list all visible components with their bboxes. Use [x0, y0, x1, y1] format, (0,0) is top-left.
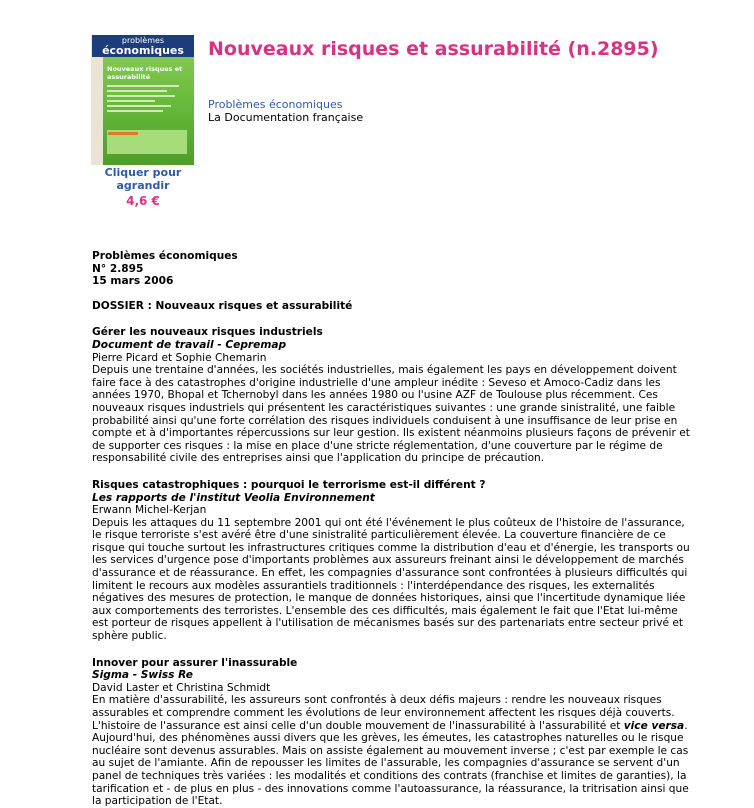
article — [92, 657, 692, 808]
article-source: Les rapports de l'institut Veolia Environnement — [92, 491, 375, 504]
collection-link[interactable]: Problèmes économiques — [208, 98, 343, 111]
article-text: En matière d'assurabilité, les assureurs sont confrontés à deux défis majeurs : rendre les nouveaux risques assurables et comprendre comment les évolutions de leur environnement affectent les risques déjà couverts. — [92, 694, 675, 719]
article-heading: Innover pour assurer l'inassurable — [92, 656, 298, 669]
article-text-emphasis: vice versa — [623, 719, 685, 732]
article-text: Depuis les attaques du 11 septembre 2001 qui ont été l'événement le plus coûteux de l'histoire de l'assurance, le risque terroriste s'est avéré être d'une sinistralité particulièrement élevée. La couverture financière de ce risque qui touche surtout les infrastructures critiques comme la distribution d'eau et d'énergie, les transports ou les services d'urgence pose d'importants problèmes aux assureurs freinant ainsi le développement de marchés d'assurance et de réassurance. En effet, les compagnies d'assurance sont confrontées à plusieurs difficultés qui limitent le recours aux modèles assurantiels traditionnels : l'interdépendance des risques, les externalités négatives des mesures de protection, le manque de données historiques, ainsi que l'incertitude dynamique liée aux comportements des terroristes. L'ensemble des ces difficultés, mais également le fait que l'Etat lui-même est porteur de risques appellent à l'utilisation de mécanismes basés sur des partenariats entre secteur privé et sphère public. — [92, 516, 690, 643]
article-text-part: L'histoire de l'assurance est ainsi celle d'un double mouvement de l'inassurabilité à l'assurabilité et — [92, 719, 624, 732]
cover-title: Nouveaux risques et assurabilité — [107, 65, 183, 81]
article-text: Depuis une trentaine d'années, les sociétés industrielles, mais également les pays en développement doivent faire face à des catastrophes d'origine industrielle d'une ampleur inédite : Seveso et Amoco-Cadiz dans les années 1970, Bhopal et Tchernobyl dans les années 1980 ou l'usine AZF de Toulouse plus récemment. Ces nouveaux risques industriels qui présentent les caractéristiques suivantes : une grande sinistralité, une faible probabilité ainsi qu'une forte corrélation des risques individuels conduisent à une insuffisance de leur prise en compte et à d'importantes répercussions sur leur gestion. Ils existent néanmoins plusieurs façons de prévenir et de supporter ces risques : la mise en place d'une stricte réglementation, d'une couverture par le régime de responsabilité civile des entreprises ainsi que l'application du principe de précaution. — [92, 364, 690, 465]
cover-thumbnail[interactable] — [91, 35, 194, 165]
publisher: La Documentation française — [208, 111, 364, 124]
price: 4,6 € — [126, 194, 160, 208]
issue-date: 15 mars 2006 — [92, 275, 174, 288]
article — [92, 479, 692, 643]
article-authors: Erwann Michel-Kerjan — [92, 504, 207, 517]
article-source: Document de travail - Cepremap — [92, 338, 287, 351]
dossier-title: DOSSIER : Nouveaux risques et assurabilité — [92, 299, 353, 312]
article-text-part: . Aujourd'hui, des phénomènes aussi divers que les grèves, les émeutes, les catastrophes naturelles ou le risque nucléaire sont devenus assurables. Mais on assiste également au mouvement inverse ; c'est par exemple le cas au sujet de l'amiante. Afin de repousser les limites de l'assurable, les compagnies d'assurance se servent d'un panel de techniques très variées : les modalités et conditions des contrats (franchise et limites de garanties), la tarification et - de plus en plus - des innovations comme l'autoassurance, la réassurance, la tritrisation ainsi que la participation de l'Etat. — [92, 719, 689, 808]
article-text — [92, 720, 692, 808]
cover-logo-line1: problèmes — [121, 36, 165, 45]
issue-number: N° 2.895 — [92, 262, 144, 275]
enlarge-link[interactable]: Cliquer pour agrandir — [104, 166, 182, 192]
cover-logo — [92, 35, 194, 57]
cover-logo-line2: économiques — [102, 44, 184, 57]
article-authors: David Laster et Christina Schmidt — [92, 681, 271, 694]
periodical-name: Problèmes économiques — [92, 250, 238, 262]
cover-accent — [108, 132, 138, 135]
page-title: Nouveaux risques et assurabilité (n.2895) — [208, 38, 659, 60]
article-heading: Gérer les nouveaux risques industriels — [92, 326, 323, 339]
document-content — [92, 250, 692, 808]
article-heading: Risques catastrophiques : pourquoi le terrorisme est-il différent ? — [92, 478, 486, 491]
article — [92, 326, 692, 465]
article-authors: Pierre Picard et Sophie Chemarin — [92, 351, 267, 364]
cover-text-lines — [107, 85, 187, 115]
article-source: Sigma - Swiss Re — [92, 669, 193, 682]
